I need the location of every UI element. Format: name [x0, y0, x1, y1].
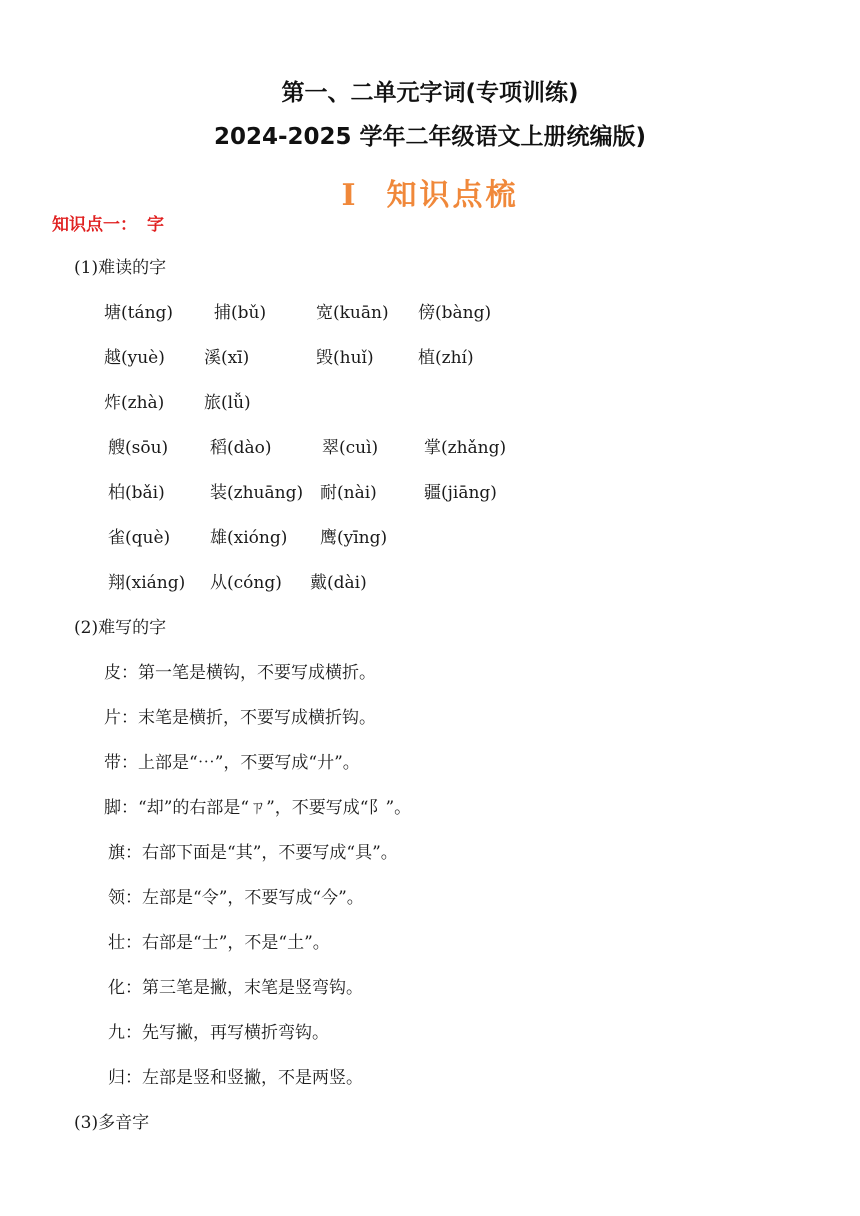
- pinyin-item: 疆(jiāng): [424, 483, 497, 503]
- pinyin-item: 掌(zhǎng): [424, 438, 507, 458]
- section-numeral: Ⅰ: [341, 178, 359, 213]
- pinyin-item: 翔(xiáng): [108, 573, 186, 593]
- writing-rule: 九：先写撇，再写横折弯钩。: [108, 1023, 329, 1043]
- pinyin-item: 雄(xióng): [210, 528, 288, 548]
- pinyin-item: 捕(bǔ): [214, 303, 267, 323]
- pinyin-item: 越(yuè): [104, 348, 165, 368]
- polyphonic-heading: (3)多音字: [74, 1113, 150, 1133]
- pinyin-item: 旅(lǚ): [204, 393, 251, 413]
- writing-rule: 归：左部是竖和竖撇，不是两竖。: [108, 1068, 363, 1088]
- pinyin-item: 傍(bàng): [418, 303, 492, 323]
- knowledge-point-label: 知识点一：: [52, 215, 137, 235]
- hard-to-write-heading: (2)难写的字: [74, 618, 167, 638]
- writing-rule: 壮：右部是“士”，不是“土”。: [108, 933, 330, 953]
- pinyin-item: 雀(què): [108, 528, 171, 548]
- writing-rule: 领：左部是“令”，不要写成“今”。: [108, 888, 364, 908]
- writing-rule: 片：末笔是横折，不要写成横折钩。: [104, 708, 376, 728]
- pinyin-item: 毁(huǐ): [316, 348, 374, 368]
- writing-rule: 旗：右部下面是“其”，不要写成“具”。: [108, 843, 398, 863]
- knowledge-point-heading: [52, 210, 164, 235]
- pinyin-item: 柏(bǎi): [108, 483, 165, 503]
- document-title: 第一、二单元字词(专项训练): [281, 80, 579, 106]
- pinyin-item: 装(zhuāng): [210, 483, 304, 503]
- pinyin-item: 艘(sōu): [108, 438, 169, 458]
- hard-to-read-heading: (1)难读的字: [74, 258, 167, 278]
- section-heading: [0, 170, 860, 214]
- pinyin-item: 植(zhí): [418, 348, 474, 368]
- writing-rule: 化：第三笔是撇，末笔是竖弯钩。: [108, 978, 363, 998]
- pinyin-item: 稻(dào): [210, 438, 272, 458]
- pinyin-item: 鹰(yīng): [320, 528, 388, 548]
- pinyin-item: 宽(kuān): [316, 303, 389, 323]
- writing-rule: 脚：“却”的右部是“ㄗ”，不要写成“阝”。: [104, 798, 412, 818]
- knowledge-point-topic: 字: [147, 215, 164, 235]
- pinyin-item: 戴(dài): [310, 573, 367, 593]
- section-label: 知识点梳: [386, 178, 519, 213]
- pinyin-item: 塘(táng): [104, 303, 174, 323]
- document-subtitle: 2024-2025 学年二年级语文上册统编版): [213, 124, 647, 150]
- writing-rule: 皮：第一笔是横钩，不要写成横折。: [104, 663, 376, 683]
- pinyin-item: 溪(xī): [204, 348, 250, 368]
- pinyin-item: 炸(zhà): [104, 393, 165, 413]
- pinyin-item: 从(cóng): [210, 573, 282, 593]
- writing-rule: 带：上部是“⋯”，不要写成“廾”。: [104, 753, 360, 773]
- pinyin-item: 耐(nài): [320, 483, 377, 503]
- pinyin-item: 翠(cuì): [322, 438, 379, 458]
